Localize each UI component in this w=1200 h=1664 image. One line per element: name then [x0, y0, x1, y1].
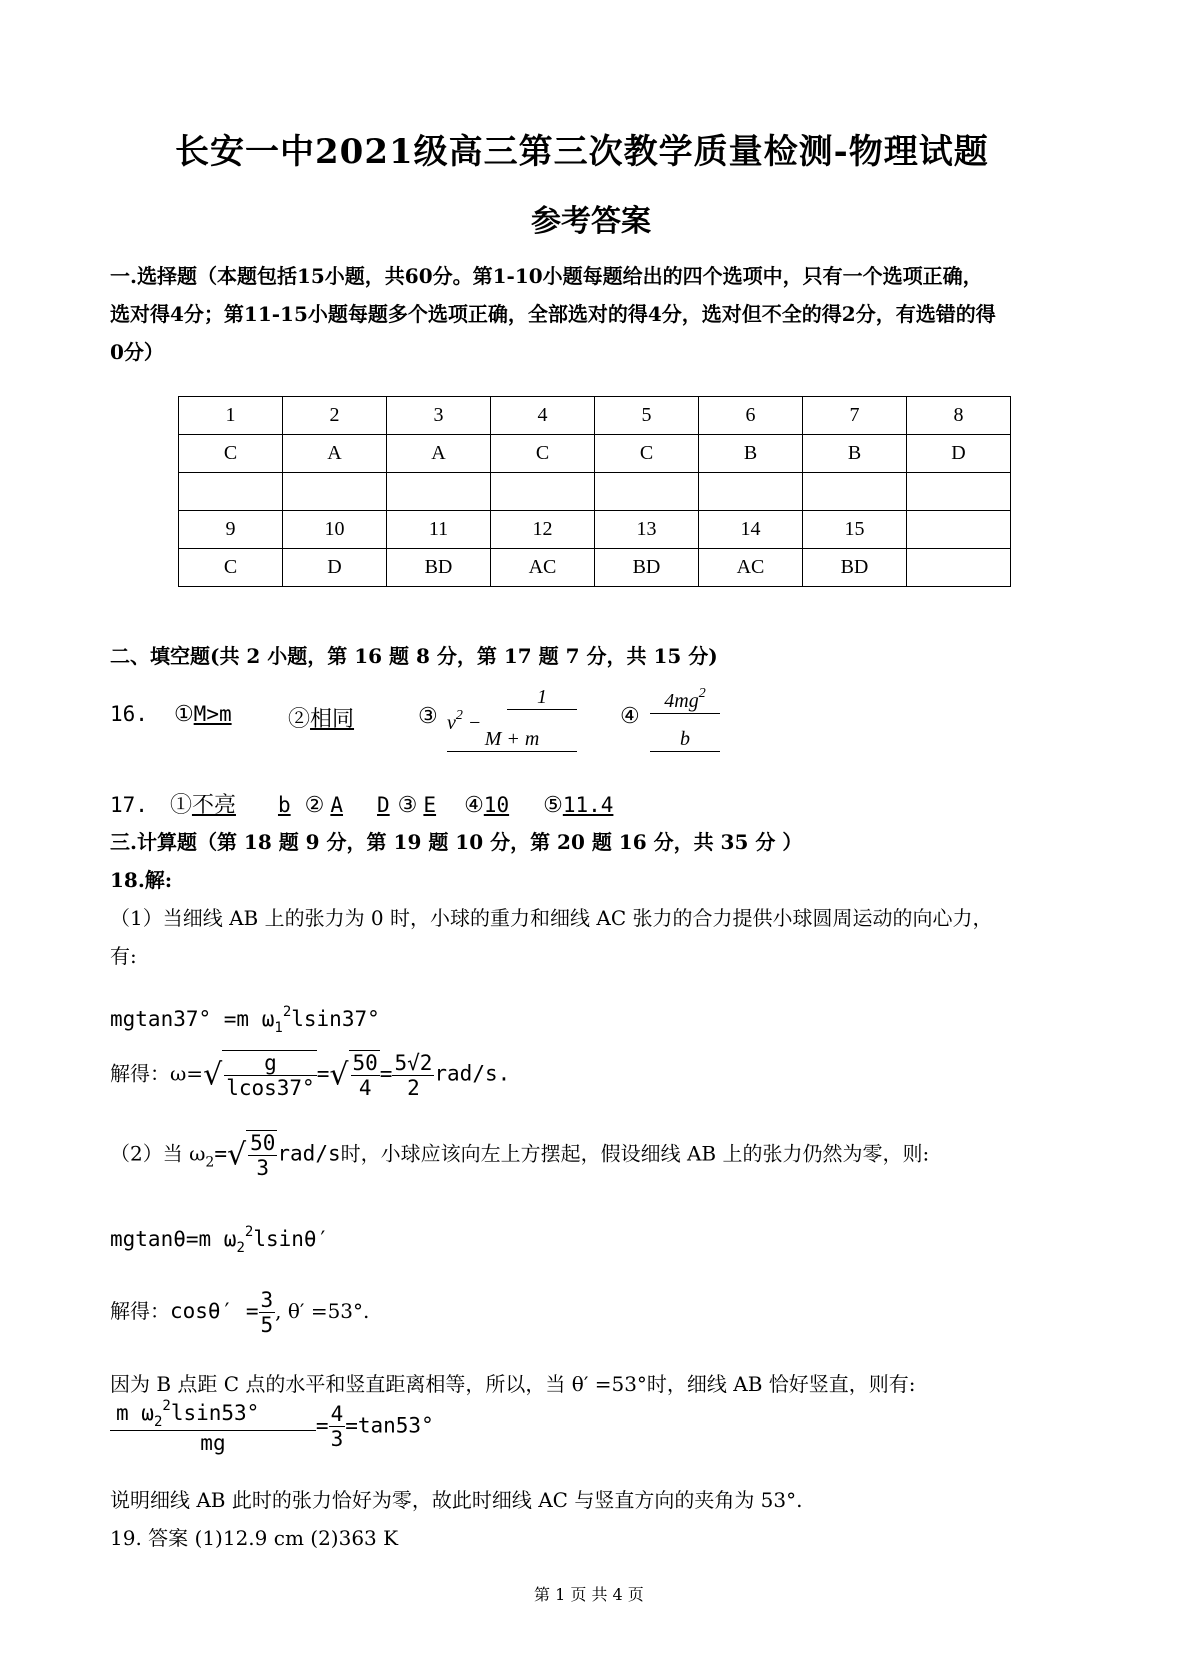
p2-a: （2）当 ω [110, 1141, 206, 1166]
table-cell: 1 [179, 397, 283, 435]
q16-a3-minus: − [467, 712, 482, 734]
sqrt-icon: √ [203, 1057, 223, 1093]
q18-p1-line1: （1）当细线 AB 上的张力为 0 时，小球的重力和细线 AC 张力的合力提供小球圆周运动的向心力， [110, 906, 993, 930]
table-cell: 13 [595, 511, 699, 549]
table-row [179, 435, 1011, 473]
solve1-label: 解得：ω= [110, 1061, 204, 1086]
q18-solve2 [110, 1288, 369, 1337]
eq2-sub: 2 [236, 1240, 245, 1256]
eq3-denominator: mg [110, 1430, 316, 1455]
table-cell [179, 473, 283, 511]
q16 [110, 702, 232, 727]
table-cell [907, 511, 1011, 549]
table-cell [699, 473, 803, 511]
table-cell: D [907, 435, 1011, 473]
q17-answer3: E [423, 793, 437, 817]
sqrt-icon: √ [226, 1137, 247, 1173]
sqrt-icon: √ [329, 1057, 349, 1093]
answer-table [178, 396, 1011, 587]
eq3-num-b: lsin53° [170, 1401, 260, 1425]
table-cell: AC [699, 549, 803, 587]
table-cell: C [595, 435, 699, 473]
q16-a3-numerator: 1 [507, 686, 577, 710]
section2-heading: 二、填空题(共 2 小题，第 16 题 8 分，第 17 题 7 分，共 15 分) [110, 644, 718, 668]
solve1-num1: g [264, 1051, 277, 1075]
q16-a4-exp: 2 [698, 686, 706, 701]
table-row [179, 473, 1011, 511]
table-cell [803, 473, 907, 511]
section3-heading: 三.计算题（第 18 题 9 分，第 19 题 10 分，第 20 题 16 分，共 35 分 ） [110, 830, 803, 854]
eq2-sup: 2 [244, 1224, 254, 1240]
q16-a3-exp: 2 [455, 708, 463, 723]
solve1-eq: = [316, 1061, 330, 1086]
q16-mark1: ① [173, 702, 194, 727]
q16-a4-denominator: b [650, 722, 720, 752]
eq2-b: lsinθ′ [253, 1227, 330, 1251]
q18-solve1 [110, 1050, 510, 1100]
q18-p3: 因为 B 点距 C 点的水平和竖直距离相等，所以，当 θ′ =53°时，细线 AB 恰好竖直，则有: [110, 1372, 916, 1396]
solve2-den: 5 [260, 1313, 274, 1337]
q17-mark3: ③ [397, 793, 418, 818]
eq3-fnum: 4 [330, 1402, 344, 1426]
solve2-b: , θ′ =53°. [275, 1299, 370, 1323]
eq3-num-sub: 2 [153, 1414, 163, 1430]
table-cell: C [179, 549, 283, 587]
table-cell: 7 [803, 397, 907, 435]
p2-den: 3 [248, 1155, 277, 1180]
solve1-eq2: = [379, 1061, 393, 1086]
q16-mark3: ③ [418, 704, 438, 729]
page-footer: 第 1 页 共 4 页 [534, 1585, 644, 1604]
table-cell: C [491, 435, 595, 473]
q18-p4: 说明细线 AB 此时的张力恰好为零，故此时细线 AC 与竖直方向的夹角为 53°. [110, 1488, 803, 1512]
q16-answer1: M>m [193, 702, 232, 726]
eq1-a: mgtan37° =m ω [110, 1007, 275, 1031]
eq3-num-sup: 2 [162, 1398, 171, 1414]
q16-part2 [288, 702, 354, 733]
table-cell: 4 [491, 397, 595, 435]
q16-number: 16. [110, 702, 148, 726]
q16-a3-denominator: M + m [447, 722, 577, 752]
eq3-num-a: m ω [116, 1401, 154, 1425]
q18-equation2 [110, 1224, 329, 1256]
q16-a4-num-text: 4mg [664, 690, 699, 712]
q18-p1-line2: 有: [110, 944, 137, 968]
solve1-unit: rad/s. [434, 1061, 511, 1086]
p2-eq: = [214, 1141, 227, 1166]
q16-answer2: 相同 [310, 707, 355, 732]
table-cell [595, 473, 699, 511]
table-cell: 10 [283, 511, 387, 549]
page-subtitle: 参考答案 [531, 204, 651, 239]
eq1-sub: 1 [274, 1020, 283, 1036]
solve1-den1: lcos37° [226, 1076, 315, 1100]
q17-answer1b: b [277, 793, 291, 817]
q18-p2 [110, 1130, 929, 1180]
eq2-a: mgtanθ=m ω [110, 1227, 237, 1251]
section1-line2: 选对得4分；第11-15小题每题多个选项正确，全部选对的得4分，选对但不全的得2分，有选错的得 [110, 302, 996, 326]
table-cell: BD [803, 549, 907, 587]
solve1-den2: 4 [351, 1075, 380, 1100]
table-cell: BD [387, 549, 491, 587]
table-row [179, 549, 1011, 587]
q17-answer2: A [330, 793, 344, 817]
q17 [110, 788, 613, 819]
solve1-num3: 5√2 [394, 1050, 433, 1075]
table-cell: 8 [907, 397, 1011, 435]
q17-number: 17. [110, 793, 148, 817]
q17-mark5: ⑤ [543, 793, 563, 818]
section1-line3: 0分） [110, 340, 164, 364]
q16-mark2: ② [288, 707, 311, 732]
table-cell: 15 [803, 511, 907, 549]
table-cell: 6 [699, 397, 803, 435]
eq1-b: lsin37° [291, 1007, 380, 1031]
q17-mark1: ① [169, 793, 192, 818]
table-cell [283, 473, 387, 511]
section1-line1: 一.选择题（本题包括15小题，共60分。第1-10小题每题给出的四个选项中，只有一个选项正确， [110, 264, 983, 288]
q18-equation1 [110, 1004, 380, 1036]
table-cell: 5 [595, 397, 699, 435]
table-cell: B [803, 435, 907, 473]
q18-label: 18.解: [110, 868, 173, 892]
table-cell: AC [491, 549, 595, 587]
table-cell: BD [595, 549, 699, 587]
table-row [179, 511, 1011, 549]
q16-mark4: ④ [620, 704, 640, 729]
table-cell [907, 473, 1011, 511]
solve2-num: 3 [260, 1288, 274, 1312]
table-cell: D [283, 549, 387, 587]
table-cell: 14 [699, 511, 803, 549]
q17-answer1: 不亮 [191, 793, 236, 818]
q17-answer5: 11.4 [562, 793, 614, 817]
q17-answer4: 10 [483, 793, 510, 817]
eq3-tail: =tan53° [345, 1413, 434, 1438]
eq3-fden: 3 [330, 1427, 344, 1451]
table-cell: A [283, 435, 387, 473]
table-cell: 11 [387, 511, 491, 549]
table-cell: 12 [491, 511, 595, 549]
solve1-den3: 2 [392, 1075, 434, 1100]
q18-equation3 [110, 1398, 434, 1455]
table-cell [907, 549, 1011, 587]
q16-a4-numerator [650, 686, 720, 714]
table-cell: A [387, 435, 491, 473]
q19-answer: 19. 答案 (1)12.9 cm (2)363 K [110, 1526, 399, 1550]
table-cell [491, 473, 595, 511]
table-cell: 9 [179, 511, 283, 549]
table-cell [387, 473, 491, 511]
q17-mark2: ② [304, 793, 325, 818]
q16-a3-v-text: v [447, 712, 456, 734]
table-cell: C [179, 435, 283, 473]
eq3-numerator [110, 1398, 316, 1430]
solve1-num2: 50 [352, 1051, 378, 1075]
solve2-a: cosθ′ = [170, 1299, 259, 1323]
page-title: 长安一中2021级高三第三次教学质量检测-物理试题 [175, 132, 989, 172]
eq3-eq: = [315, 1413, 329, 1438]
solve2-label: 解得： [110, 1299, 170, 1323]
q17-answer2b: D [377, 793, 390, 817]
table-row [179, 397, 1011, 435]
p2-b: 时，小球应该向左上方摆起，假设细线 AB 上的张力仍然为零，则: [340, 1141, 930, 1166]
p2-sub: 2 [205, 1154, 215, 1171]
p2-unit: rad/s [277, 1141, 341, 1166]
table-cell: 2 [283, 397, 387, 435]
q17-mark4: ④ [464, 793, 484, 818]
p2-num: 50 [250, 1131, 276, 1155]
eq1-sup: 2 [282, 1004, 292, 1020]
table-cell: 3 [387, 397, 491, 435]
table-cell: B [699, 435, 803, 473]
